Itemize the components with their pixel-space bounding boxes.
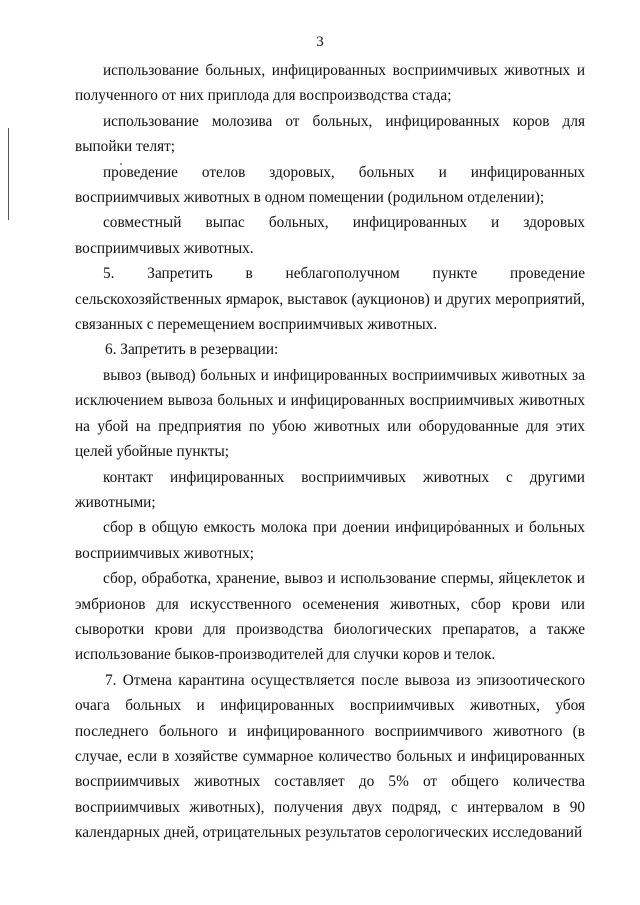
paragraph-colostrum: использование молозива от больных, инфицированных коров для выпойки телят; — [75, 112, 585, 156]
paragraph-export: вывоз (вывод) больных и инфицированных восприимчивых животных за исключением вывоза больных и инфицированных восприимчивых животных на убой на предприятия по убою животных или оборудованные для этих целей убойные пункты; — [75, 366, 585, 461]
paragraph-milk: сбор в общую емкость молока при доении инфицированных и больных восприимчивых животных; — [75, 519, 585, 562]
paragraph-item-7: 7. Отмена карантина осуществляется после вывоза из эпизоотического очага больных и инфицированных восприимчивых животных, убоя последнего больного и инфицированного восприимчивого животного (в случае, если в хозяйстве суммарное количество больных и инфицированных восприимчивых животных составляет до 5% от общего количества восприимчивых животных), получения двух подряд, с интервалом в 90 календарных дней, отрицательных результатов серологических исследований — [75, 671, 585, 842]
paragraph-use-breeding: использование больных, инфицированных восприимчивых животных и полученного от них приплода для воспроизводства стада; — [75, 62, 585, 105]
document-body — [75, 58, 585, 846]
paragraph-calving: проведение отелов здоровых, больных и инфицированных восприимчивых животных в одном помещении (родильном отделении); — [75, 163, 585, 207]
paragraph-contact: контакт инфицированных восприимчивых животных с другими животными; — [75, 468, 585, 511]
paragraph-grazing: совместный выпас больных, инфицированных и здоровых восприимчивых животных. — [75, 214, 585, 257]
margin-scan-line — [8, 128, 9, 220]
paragraph-semen: сбор, обработка, хранение, вывоз и использование спермы, яйцеклеток и эмбрионов для искусственного осеменения животных, сбор крови или сыворотки крови для производства биологических препаратов, а также использование быков-производителей для случки коров и телок. — [75, 570, 585, 664]
paragraph-item-6: 6. Запретить в резервации: — [105, 341, 279, 359]
page-number: 3 — [316, 34, 324, 50]
paragraph-item-5: 5. Запретить в неблагополучном пункте проведение сельскохозяйственных ярмарок, выставок (аукционов) и других мероприятий, связанных с перемещением восприимчивых животных. — [75, 265, 585, 334]
